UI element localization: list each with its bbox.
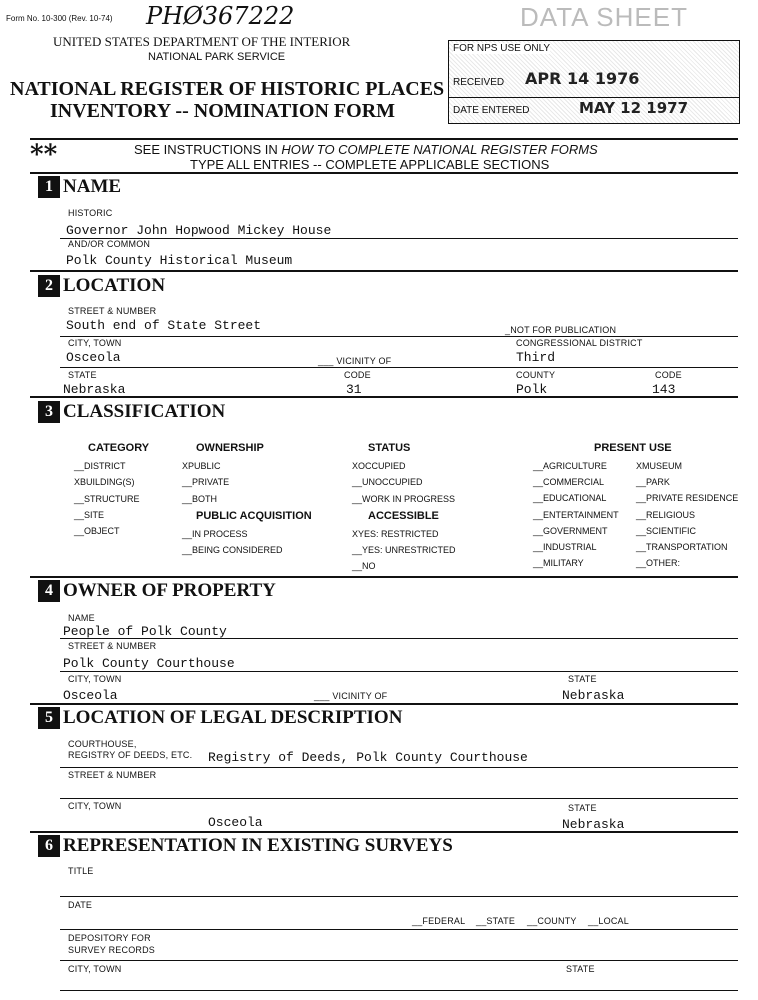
code-label: CODE [344,370,371,380]
legal-city-value[interactable]: Osceola [208,815,263,830]
section-number: 2 [38,275,60,297]
courthouse-label: COURTHOUSE, [68,739,137,749]
section-title: LOCATION [63,275,166,296]
section-number: 1 [38,176,60,198]
section-2-heading [38,275,165,297]
present-use-option[interactable]: __EDUCATIONAL [533,493,607,504]
status-heading: STATUS [368,442,411,454]
present-use-option[interactable]: __GOVERNMENT [533,525,608,536]
section-1-heading [38,176,121,198]
congressional-district-label: CONGRESSIONAL DISTRICT [516,338,643,348]
date-entered-stamp: MAY 12 1977 [579,99,689,117]
survey-records-label: SURVEY RECORDS [68,945,155,955]
present-use-option[interactable]: __COMMERCIAL [533,477,605,488]
survey-date-label: DATE [68,900,93,910]
received-date-stamp: APR 14 1976 [525,69,640,88]
status-column [352,440,456,575]
present-use-option[interactable]: __RELIGIOUS [636,509,696,520]
local-option[interactable]: __LOCAL [588,916,629,926]
section-4-heading [38,580,276,602]
category-option[interactable]: XBUILDING(S) [74,477,135,488]
legal-street-label: STREET & NUMBER [68,770,157,780]
section-number: 5 [38,707,60,729]
owner-name-value[interactable]: People of Polk County [63,624,227,639]
county-value[interactable]: Polk [516,382,548,397]
county-label: COUNTY [516,370,556,380]
city-value[interactable]: Osceola [66,350,121,365]
status-option[interactable]: __UNOCCUPIED [352,477,423,488]
present-use-option[interactable]: __PARK [636,477,670,488]
city-label: CITY, TOWN [68,338,122,348]
section-3-heading [38,401,225,423]
state-label: STATE [68,370,97,380]
historic-name-value[interactable]: Governor John Hopwood Mickey House [66,223,332,238]
category-option[interactable]: __STRUCTURE [74,493,140,504]
present-use-left-column [533,458,619,571]
category-option[interactable]: __OBJECT [74,526,120,537]
section-number: 4 [38,580,60,602]
service-name: NATIONAL PARK SERVICE [148,51,286,63]
public-acquisition-heading: PUBLIC ACQUISITION [196,509,312,522]
county-code-label: CODE [655,370,682,380]
section-title: REPRESENTATION IN EXISTING SURVEYS [63,835,453,856]
section-title: OWNER OF PROPERTY [63,580,276,601]
street-value[interactable]: South end of State Street [66,318,262,333]
section-title: CLASSIFICATION [63,401,226,422]
section-5-heading [38,707,402,729]
present-use-option[interactable]: __OTHER: [636,558,681,569]
status-option[interactable]: XOCCUPIED [352,461,406,472]
present-use-option[interactable]: XMUSEUM [636,461,683,471]
survey-city-label: CITY, TOWN [68,964,122,974]
form-title-line1: NATIONAL REGISTER OF HISTORIC PLACES [10,78,445,100]
category-heading: CATEGORY [88,442,150,454]
congressional-district-value[interactable]: Third [516,350,556,365]
ownership-heading: OWNERSHIP [196,442,264,454]
accessible-option[interactable]: __NO [352,561,376,572]
common-name-value[interactable]: Polk County Historical Museum [66,253,293,268]
category-option[interactable]: __DISTRICT [74,461,126,472]
department-name: UNITED STATES DEPARTMENT OF THE INTERIOR [53,34,351,49]
data-sheet-stamp: DATA SHEET [520,2,688,32]
handwritten-marks: ** [30,140,58,170]
date-entered-label: DATE ENTERED [453,105,530,116]
form-title-line2: INVENTORY -- NOMINATION FORM [50,100,396,122]
owner-state-label: STATE [568,674,597,684]
owner-city-value[interactable]: Osceola [63,688,118,703]
section-title: NAME [63,176,122,197]
owner-street-label: STREET & NUMBER [68,641,157,651]
legal-state-value[interactable]: Nebraska [562,817,625,832]
ownership-column [182,440,312,558]
ownership-option[interactable]: __PRIVATE [182,477,230,488]
section-number: 6 [38,835,60,857]
common-label: AND/OR COMMON [68,239,151,249]
category-column [74,440,149,539]
present-use-option[interactable]: __INDUSTRIAL [533,542,597,553]
state-value[interactable]: Nebraska [63,382,126,397]
county-code-value[interactable]: 143 [652,382,676,397]
present-use-option[interactable]: __TRANSPORTATION [636,542,728,553]
nps-use-box [448,40,740,124]
handwritten-id: PHØ367222 [146,2,295,30]
depository-label: DEPOSITORY FOR [68,933,151,943]
present-use-option[interactable]: __PRIVATE RESIDENCE [636,493,739,504]
status-option[interactable]: __WORK IN PROGRESS [352,493,456,504]
present-use-option[interactable]: __ENTERTAINMENT [533,509,619,520]
present-use-option[interactable]: __MILITARY [533,558,584,569]
form-number: Form No. 10-300 (Rev. 10-74) [6,14,113,23]
county-option[interactable]: __COUNTY [527,916,577,926]
legal-state-label: STATE [568,803,597,813]
category-option[interactable]: __SITE [74,509,105,520]
section-title: LOCATION OF LEGAL DESCRIPTION [63,707,403,728]
acquisition-option[interactable]: __IN PROCESS [182,529,248,540]
instructions-line1: SEE INSTRUCTIONS IN HOW TO COMPLETE NATIONAL REGISTER FORMS [134,142,598,157]
historic-label: HISTORIC [68,208,113,218]
nps-box-label: FOR NPS USE ONLY [453,43,551,54]
owner-name-label: NAME [68,613,95,623]
present-use-heading: PRESENT USE [594,442,672,454]
survey-state-label: STATE [566,964,595,974]
section-number: 3 [38,401,60,423]
owner-street-value[interactable]: Polk County Courthouse [63,656,235,671]
courthouse-value[interactable]: Registry of Deeds, Polk County Courthouse [208,750,528,765]
registry-label: REGISTRY OF DEEDS, ETC. [68,750,193,760]
ownership-option[interactable]: XPUBLIC [182,461,221,472]
not-for-publication[interactable]: _NOT FOR PUBLICATION [505,325,617,335]
owner-city-label: CITY, TOWN [68,674,122,684]
ownership-option[interactable]: __BOTH [182,493,218,504]
received-label: RECEIVED [453,77,505,88]
present-use-option[interactable]: __AGRICULTURE [533,461,607,471]
accessible-option[interactable]: __YES: UNRESTRICTED [352,545,456,556]
acquisition-option[interactable]: __BEING CONSIDERED [182,545,283,556]
survey-title-label: TITLE [68,866,94,876]
federal-option[interactable]: __FEDERAL [412,916,466,926]
state-option[interactable]: __STATE [476,916,516,926]
present-use-right-column [636,458,738,571]
vicinity-of[interactable]: ___ VICINITY OF [318,356,392,366]
owner-state-value[interactable]: Nebraska [562,688,625,703]
accessible-option[interactable]: XYES: RESTRICTED [352,529,439,540]
section-6-heading [38,835,453,857]
street-label: STREET & NUMBER [68,306,157,316]
owner-vicinity-of[interactable]: ___ VICINITY OF [314,691,388,701]
present-use-option[interactable]: __SCIENTIFIC [636,525,697,536]
accessible-heading: ACCESSIBLE [368,509,439,522]
legal-city-label: CITY, TOWN [68,801,122,811]
state-code-value[interactable]: 31 [346,382,362,397]
instructions-line2: TYPE ALL ENTRIES -- COMPLETE APPLICABLE SECTIONS [190,157,550,172]
